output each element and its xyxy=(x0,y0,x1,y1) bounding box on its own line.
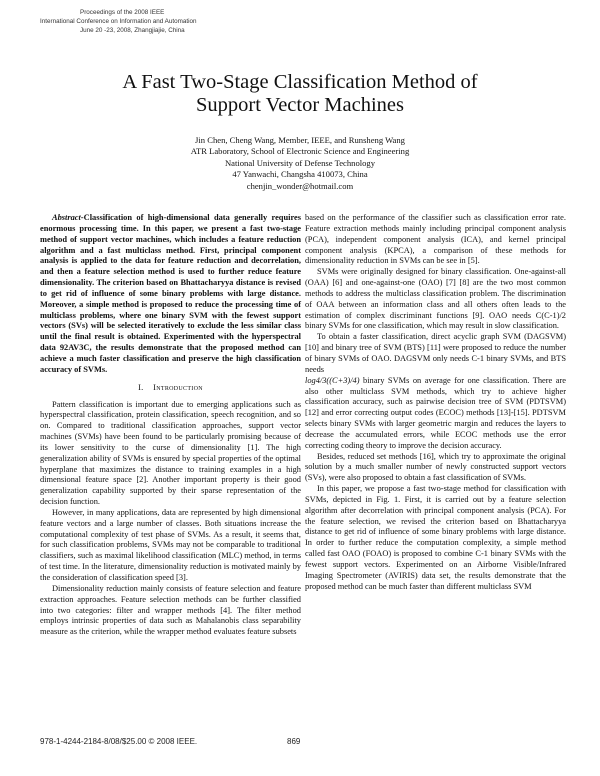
left-paragraph-3: Dimensionality reduction mainly consists of feature selection and feature extraction approaches. Feature selection methods can be further classified into two categories: filter and wrapper methods [4]. The filter method employs intrinsic properties of data such as Mahalanobis class separability measure as the criterion, while the wrapper method evaluates feature subsets xyxy=(40,583,301,637)
right-paragraph-3: To obtain a faster classification, direct acyclic graph SVM (DAGSVM) [10] and binary tree of SVM (BTS) [11] were proposed to reduce the number of binary SVMs of OAO. DAGSVM only needs C-1 binary SVMs, and BTS needs xyxy=(305,332,566,374)
left-paragraph-2: However, in many applications, data are represented by high dimensional feature vectors and a large number of classes. Both situations increase the computational complexity of test phase of SVMs. As a result, it seems that, for such classification problems, SVMs may not be comparable to traditional classifiers, such as maximal likelihood classification (MLC) method, in terms of test time. In the literature, dimensionality reduction is motivated mainly by the consideration of classification speed [3]. xyxy=(40,507,301,582)
section-title: Introduction xyxy=(153,382,203,392)
author-block xyxy=(40,135,560,192)
right-paragraph-1: based on the performance of the classifier such as classification error rate. Feature extraction methods mainly including principal component analysis (PCA), independent component analysis (ICA), and kernel principal component analysis (KPCA), a comparison of these methods for dimensionality reduction in SVMs can be see in [5]. xyxy=(305,213,566,266)
log-formula: log4/3((C+3)/4) xyxy=(305,375,360,385)
right-paragraph-5: Besides, reduced set methods [16], which try to approximate the original solution by a much smaller number of newly constructed support vectors (SVs), were also proposed to obtain a fast classification of SVMs. xyxy=(305,451,566,483)
right-paragraph-4-text: binary SVMs on average for one classification. There are also other multiclass SVM methods, which try to achieve higher classification accuracy, such as pairwise decision tree of SVM (PDTSVM) [12] and error correcting output codes (ECOC) methods [13]-[15]. PDTSVM selects binary SVMs with larger geometric margin and reduces the layers to decrease the accumulated errors, while ECOC methods use the error correcting coding theory to improve the decision accuracy. xyxy=(305,375,567,450)
right-paragraph-4 xyxy=(305,376,566,452)
abstract-lead: Abstract- xyxy=(52,213,84,222)
header-line-1: Proceedings of the 2008 IEEE xyxy=(80,9,165,16)
right-column xyxy=(305,213,566,593)
section-number: I. xyxy=(138,382,144,392)
header-line-3: June 20 -23, 2008, Zhangjiajie, China xyxy=(80,27,185,34)
abstract xyxy=(40,213,301,376)
affiliation-2: National University of Defense Technology xyxy=(224,157,376,168)
proceedings-header xyxy=(40,8,196,35)
left-paragraph-1: Pattern classification is important due to emerging applications such as hyperspectral classification, protein classification, speech recognition, and so on. Compared to traditional classification approaches, support vector machines (SVMs) have been found to be particularly promising because of its lower sensitivity to the curse of dimensionality [1]. The high generalization ability of SVMs is ensured by special properties of the optimal hyperplane that maximizes the distance to training examples in a high dimensional feature space [2]. Another important property is their good generalization capability supported by their sparse representation of the decision function. xyxy=(40,399,301,507)
left-column xyxy=(40,213,301,638)
address: 47 Yanwachi, Changsha 410073, China xyxy=(232,169,368,180)
title-line-1: A Fast Two-Stage Classification Method of xyxy=(122,71,478,93)
header-line-2: International Conference on Information and Automation xyxy=(40,18,197,25)
author-names: Jin Chen, Cheng Wang, Member, IEEE, and Runsheng Wang xyxy=(195,135,405,145)
right-paragraph-6: In this paper, we propose a fast two-stage method for classification with SVMs, depicted in Fig. 1. First, it is carried out by a feature selection algorithm after decorrelation with principal component analysis (PCA). For the feature selection, we revised the criterion based on Bhattacharyya distance to get rid of influence of some binary problems with large distance. In order to further reduce the computation complexity, a simple method called fast OAO (FOAO) is proposed to combine C-1 binary SVMs with the fewest support vectors. Experimented on an Airborne Visible/Infrared Imaging Spectrometer (AVIRIS) data set, the results demonstrate that the proposed method can be much faster than different multiclass SVM xyxy=(305,484,566,591)
page-number: 869 xyxy=(287,737,301,746)
isbn-footer: 978-1-4244-2184-8/08/$25.00 © 2008 IEEE. xyxy=(40,737,198,746)
abstract-text: Classification of high-dimensional data generally requires enormous processing time. In this paper, we present a fast two-stage method of support vector machines, which includes a feature reduction algorithm and a fast multiclass method. First, principal component analysis is applied to the data for feature reduction and decorrelation, and then a feature selection method is used to further reduce feature dimensionality. The criterion based on Bhattacharyya distance is revised to get rid of influence of some binary problems with large distance. Moreover, a simple method is proposed to reduce the processing time of multiclass problems, where one binary SVM with the fewest support vectors (SVs) will be selected iteratively to exclude the less similar class until the final result is obtained. Experimented with the hyperspectral data 92AV3C, the results demonstrate that the proposed method can achieve a much faster classification and preserve the high classification accuracy of SVMs. xyxy=(40,213,301,374)
right-paragraph-2: SVMs were originally designed for binary classification. One-against-all (OAA) [6] and one-against-one (OAO) [7] [8] are the two most common methods to address the multiclass classification problem. The discrimination of OAA between an information class and all others often leads to the estimation of complex discriminant functions [9]. OAO needs C(C-1)/2 binary SVMs for one classification, which may result in slow classification. xyxy=(305,267,566,331)
section-heading xyxy=(40,383,301,394)
paper-title xyxy=(40,71,560,117)
title-line-2: Support Vector Machines xyxy=(195,94,404,116)
email: chenjin_wonder@hotmail.com xyxy=(246,180,354,191)
affiliation-1: ATR Laboratory, School of Electronic Science and Engineering xyxy=(190,146,410,157)
